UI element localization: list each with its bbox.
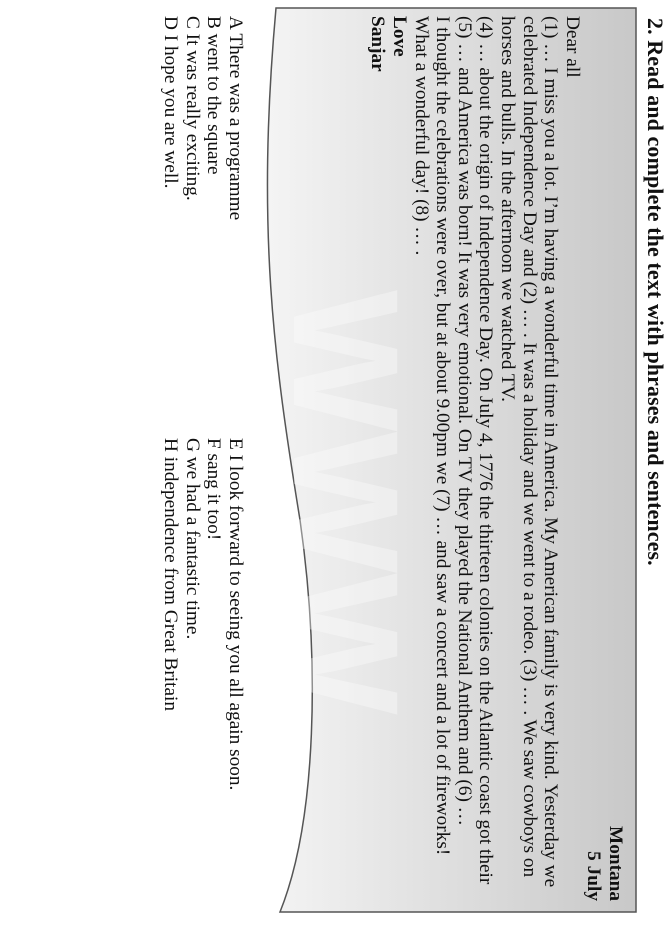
options-right [160,438,246,878]
exercise-heading: 2. Read and complete the text with phrases and sentences. [643,18,668,566]
letter-greeting: Dear all [561,16,583,78]
letter-date: 5 July [583,851,605,901]
letter-paragraph-1: (1) … I miss you a lot. I’m having a wonderful time in America. My American family is very kind. Yesterday we celebrated Independence Day and (2) … . It was a holiday and we went to a rodeo. (3) … . We saw cowboys on horses and bulls. In the afternoon we watched TV. [497,16,562,888]
letter-signature: Sanjar [367,16,389,72]
option-b: B went to the square [203,16,225,175]
option-f: F sang it too! [203,438,225,541]
options-left [160,16,246,220]
letter-closing: Love [389,16,411,57]
letter-paragraph-3: I thought the celebrations were over, but at about 9.00pm we (7) … and saw a concert and a lot of fireworks! What a wonderful day! (8) … . [410,16,454,856]
option-h: H independence from Great Britain [160,438,182,712]
option-g: G we had a fantastic time. [181,438,203,640]
option-a: A There was a programme [225,16,246,221]
option-d: D I hope you are well. [160,16,182,189]
letter-paragraph-2: (4) … about the origin of Independence Day. On July 4, 1776 the thirteen colonies on the Atlantic coast got their (5) … and America was born! It was very emotional. On TV they played the National Anthem and (6) … [453,16,497,885]
option-c: C It was really exciting. [181,16,203,201]
watermark: WWW [262,290,430,715]
letter-place: Montana [605,826,626,901]
letter-text [367,16,626,901]
option-e: E I look forward to seeing you all again soon. [225,438,246,791]
